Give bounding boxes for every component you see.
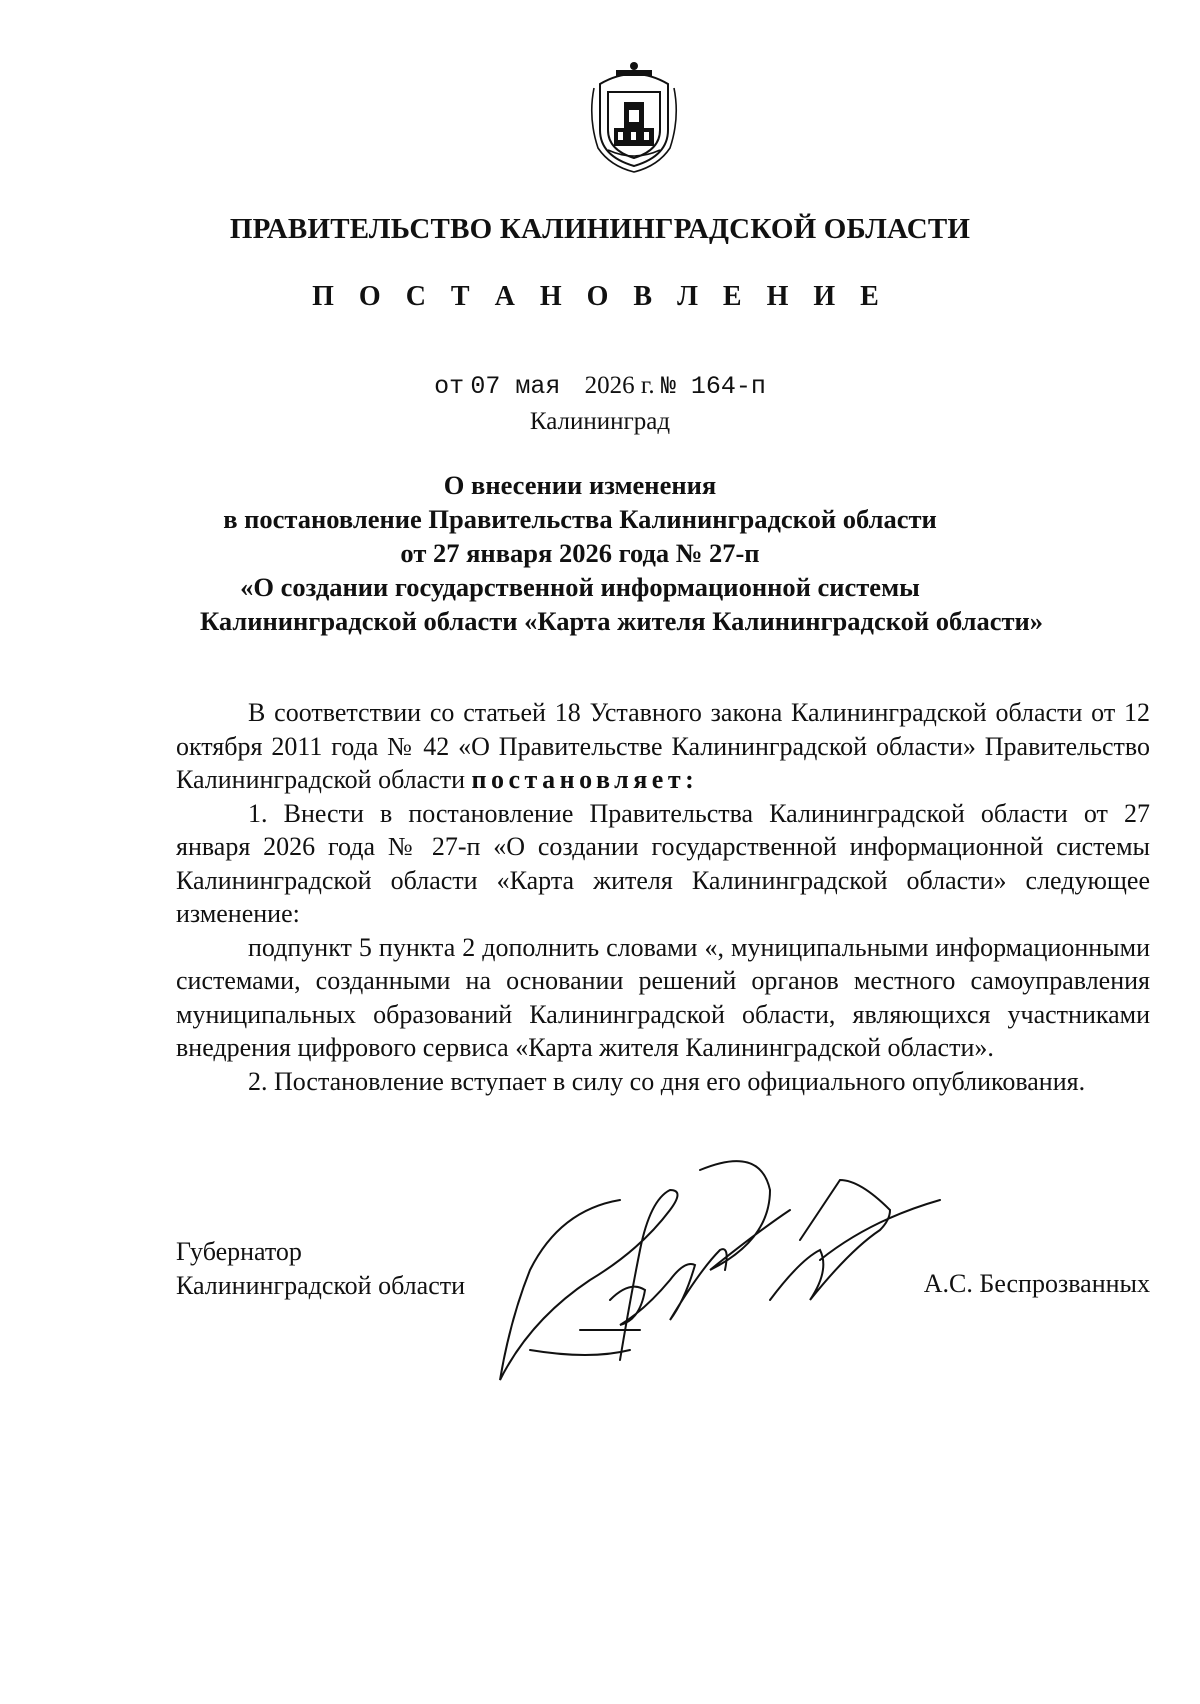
subject-line: от 27 января 2026 года № 27-п bbox=[400, 538, 760, 568]
subject-line: «О создании государственной информационной системы bbox=[240, 572, 920, 602]
organization-title: ПРАВИТЕЛЬСТВО КАЛИНИНГРАДСКОЙ ОБЛАСТИ bbox=[229, 213, 971, 245]
handwritten-signature-icon bbox=[470, 1150, 990, 1410]
body-paragraph bbox=[176, 696, 1150, 797]
body-paragraph-amendment: подпункт 5 пункта 2 дополнить словами «, муниципальными информационными системами, созданными на основании решений органов местного самоуправления муниципальных образований Калининградской области, являющихся участниками внедрения цифрового сервиса «Карта жителя Калининградской области». bbox=[176, 932, 1150, 1062]
resolves-keyword: постановляет: bbox=[471, 765, 699, 794]
kaliningrad-coat-of-arms-icon bbox=[586, 58, 682, 176]
date-year: 2026 г. bbox=[584, 372, 655, 399]
date-prefix: от bbox=[434, 372, 465, 401]
document-number: № 164-п bbox=[660, 372, 766, 401]
document-city: Калининград bbox=[529, 408, 671, 435]
document-type: П О С Т А Н О В Л Е Н И Е bbox=[312, 281, 888, 312]
position-line: Губернатор bbox=[176, 1237, 302, 1266]
document-date-line bbox=[0, 372, 1200, 401]
body-paragraph-item-1: 1. Внести в постановление Правительства Калининградской области от 27 января 2026 года № 27-п «О создании государственной информационной системы Калининградской области «Карта жителя Калининградской области» следующее изменение: bbox=[176, 798, 1150, 928]
document-body bbox=[176, 696, 1150, 1098]
subject-line: Калининградской области «Карта жителя Калининградской области» bbox=[200, 606, 1044, 636]
date-day-month: 07 мая bbox=[470, 372, 561, 401]
subject-line: О внесении изменения bbox=[443, 470, 717, 500]
signatory-position bbox=[176, 1235, 465, 1303]
body-paragraph-item-2: 2. Постановление вступает в силу со дня его официального опубликования. bbox=[248, 1066, 1086, 1096]
document-subject bbox=[200, 468, 1044, 638]
signer-name: А.С. Беспрозванных bbox=[923, 1269, 1150, 1298]
preamble-text: В соответствии со статьей 18 Уставного закона Калининградской области от 12 октября 2011 года № 42 «О Правительстве Калининградской области» Правительство Калининградской области bbox=[176, 698, 1150, 794]
position-line: Калининградской области bbox=[176, 1271, 466, 1300]
subject-line: в постановление Правительства Калининградской области bbox=[223, 504, 937, 534]
